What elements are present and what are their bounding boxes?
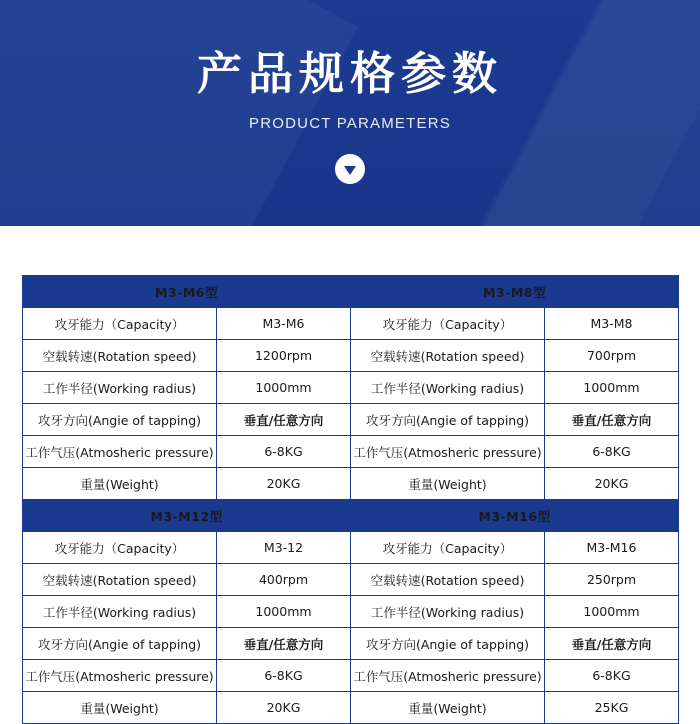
spec-value: 6-8KG (217, 436, 351, 468)
spec-value: 6-8KG (217, 660, 351, 692)
spec-label: 攻牙方向(Angie of tapping) (23, 404, 217, 436)
table-row (23, 404, 679, 436)
spec-label: 攻牙方向(Angie of tapping) (23, 628, 217, 660)
page-title-en: PRODUCT PARAMETERS (249, 115, 451, 132)
table-row (23, 340, 679, 372)
table-row (23, 276, 679, 308)
spec-value: M3-M6 (217, 308, 351, 340)
chevron-down-triangle (344, 166, 356, 175)
spec-label: 攻牙能力（Capacity） (351, 308, 545, 340)
spec-value: 1000mm (217, 372, 351, 404)
spec-value: 6-8KG (545, 660, 679, 692)
table-row (23, 500, 679, 532)
spec-label: 空载转速(Rotation speed) (351, 340, 545, 372)
spec-value: 20KG (545, 468, 679, 500)
table-header-cell: M3-M16型 (351, 500, 679, 532)
spec-label: 工作气压(Atmosheric pressure) (23, 436, 217, 468)
table-row (23, 596, 679, 628)
table-row (23, 308, 679, 340)
table-row (23, 532, 679, 564)
spec-value: 250rpm (545, 564, 679, 596)
spec-value: M3-M8 (545, 308, 679, 340)
spec-tables (0, 226, 700, 724)
spec-label: 攻牙方向(Angie of tapping) (351, 628, 545, 660)
table-row (23, 564, 679, 596)
table-header-cell: M3-M8型 (351, 276, 679, 308)
spec-label: 空载转速(Rotation speed) (23, 340, 217, 372)
spec-label: 空载转速(Rotation speed) (351, 564, 545, 596)
table-row (23, 628, 679, 660)
spec-label: 重量(Weight) (23, 468, 217, 500)
spec-value: 垂直/任意方向 (217, 404, 351, 436)
spec-value: 垂直/任意方向 (545, 404, 679, 436)
spec-label: 重量(Weight) (351, 468, 545, 500)
spec-label: 攻牙能力（Capacity） (23, 308, 217, 340)
spec-value: 20KG (217, 468, 351, 500)
spec-label: 工作气压(Atmosheric pressure) (23, 660, 217, 692)
spec-label: 攻牙方向(Angie of tapping) (351, 404, 545, 436)
spec-value: 400rpm (217, 564, 351, 596)
spec-value: 垂直/任意方向 (545, 628, 679, 660)
spec-label: 重量(Weight) (23, 692, 217, 724)
table-row (23, 436, 679, 468)
spec-label: 工作半径(Working radius) (23, 372, 217, 404)
spec-label: 重量(Weight) (351, 692, 545, 724)
spec-value: 25KG (545, 692, 679, 724)
spec-value: 1000mm (217, 596, 351, 628)
spec-label: 攻牙能力（Capacity） (23, 532, 217, 564)
page-title-cn: 产品规格参数 (196, 47, 503, 100)
spec-value: M3-12 (217, 532, 351, 564)
chevron-down-icon (335, 154, 365, 184)
spec-value: M3-M16 (545, 532, 679, 564)
spec-label: 工作气压(Atmosheric pressure) (351, 436, 545, 468)
spec-value: 1000mm (545, 596, 679, 628)
table-header-cell: M3-M6型 (23, 276, 351, 308)
table-row (23, 468, 679, 500)
table-row (23, 660, 679, 692)
banner-content (0, 0, 700, 184)
table-row (23, 372, 679, 404)
header-banner (0, 0, 700, 226)
spec-table (22, 275, 679, 724)
spec-label: 工作半径(Working radius) (351, 372, 545, 404)
spec-value: 垂直/任意方向 (217, 628, 351, 660)
spec-value: 20KG (217, 692, 351, 724)
spec-label: 工作气压(Atmosheric pressure) (351, 660, 545, 692)
spec-label: 攻牙能力（Capacity） (351, 532, 545, 564)
spec-value: 1200rpm (217, 340, 351, 372)
spec-label: 工作半径(Working radius) (23, 596, 217, 628)
spec-label: 工作半径(Working radius) (351, 596, 545, 628)
spec-value: 6-8KG (545, 436, 679, 468)
spec-value: 700rpm (545, 340, 679, 372)
spec-value: 1000mm (545, 372, 679, 404)
table-header-cell: M3-M12型 (23, 500, 351, 532)
spec-label: 空载转速(Rotation speed) (23, 564, 217, 596)
